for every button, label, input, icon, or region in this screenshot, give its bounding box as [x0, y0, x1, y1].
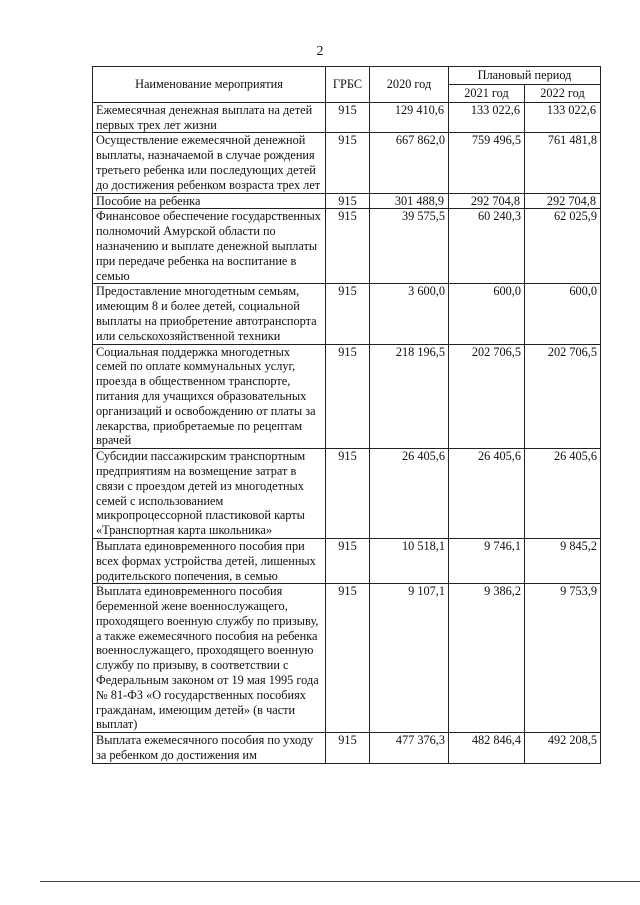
amount-2022: 492 208,5: [525, 733, 601, 764]
table-row: [93, 209, 601, 284]
amount-2022: 761 481,8: [525, 133, 601, 193]
table-row: [93, 584, 601, 733]
table-row: [93, 102, 601, 133]
grbs-code: 915: [326, 193, 370, 209]
activity-name: Предоставление многодетным семьям, имеющим 8 и более детей, социальной выплаты на приобретение автотранспорта или сельскохозяйственной техники: [93, 284, 326, 344]
activity-name: Выплата ежемесячного пособия по уходу за ребенком до достижения им: [93, 733, 326, 764]
activity-name: Ежемесячная денежная выплата на детей первых трех лет жизни: [93, 102, 326, 133]
amount-2022: 62 025,9: [525, 209, 601, 284]
amount-2020: 218 196,5: [370, 344, 449, 449]
amount-2020: 9 107,1: [370, 584, 449, 733]
amount-2021: 292 704,8: [449, 193, 525, 209]
amount-2021: 133 022,6: [449, 102, 525, 133]
grbs-code: 915: [326, 538, 370, 583]
page-number: 2: [316, 44, 324, 59]
amount-2021: 202 706,5: [449, 344, 525, 449]
grbs-code: 915: [326, 133, 370, 193]
header-grbs: ГРБС: [326, 67, 370, 103]
activity-name: Субсидии пассажирским транспортным предприятиям на возмещение затрат в связи с проездом детей из многодетных семей с использованием микропроцессорной пластиковой карты «Транспортная карта школьника»: [93, 449, 326, 539]
amount-2020: 10 518,1: [370, 538, 449, 583]
grbs-code: 915: [326, 449, 370, 539]
table-row: [93, 538, 601, 583]
amount-2020: 3 600,0: [370, 284, 449, 344]
amount-2021: 9 746,1: [449, 538, 525, 583]
amount-2022: 9 845,2: [525, 538, 601, 583]
amount-2021: 9 386,2: [449, 584, 525, 733]
amount-2021: 60 240,3: [449, 209, 525, 284]
activity-name: Выплата единовременного пособия при всех формах устройства детей, лишенных родительского попечения, в семью: [93, 538, 326, 583]
header-year-2021: 2021 год: [449, 85, 525, 103]
table-row: [93, 449, 601, 539]
activity-name: Пособие на ребенка: [93, 193, 326, 209]
grbs-code: 915: [326, 584, 370, 733]
header-planning-period: Плановый период: [449, 67, 601, 85]
amount-2022: 9 753,9: [525, 584, 601, 733]
activity-name: Финансовое обеспечение государственных полномочий Амурской области по назначению и выплате денежной выплаты при передаче ребенка на воспитание в семью: [93, 209, 326, 284]
grbs-code: 915: [326, 209, 370, 284]
grbs-code: 915: [326, 733, 370, 764]
header-activity-name: Наименование мероприятия: [93, 67, 326, 103]
header-year-2020: 2020 год: [370, 67, 449, 103]
activity-name: Осуществление ежемесячной денежной выплаты, назначаемой в случае рождения третьего ребенка или последующих детей до достижения ребенком возраста трех лет: [93, 133, 326, 193]
table-row: [93, 133, 601, 193]
amount-2022: 292 704,8: [525, 193, 601, 209]
amount-2022: 600,0: [525, 284, 601, 344]
page-bottom-edge: [40, 881, 640, 882]
table-row: [93, 284, 601, 344]
amount-2020: 301 488,9: [370, 193, 449, 209]
activities-table: [92, 66, 601, 764]
activity-name: Выплата единовременного пособия беременной жене военнослужащего, проходящего военную службу по призыву, а также ежемесячного пособия на ребенка военнослужащего, проходящего военную службу по призыву, в соответствии с Федеральным законом от 19 мая 1995 года № 81-ФЗ «О государственных пособиях гражданам, имеющим детей» (в части выплат): [93, 584, 326, 733]
amount-2022: 26 405,6: [525, 449, 601, 539]
amount-2020: 667 862,0: [370, 133, 449, 193]
amount-2020: 26 405,6: [370, 449, 449, 539]
activity-name: Социальная поддержка многодетных семей по оплате коммунальных услуг, проезда в общественном транспорте, питания для учащихся образовательных организаций и освобождению от платы за лекарства, приобретаемые по рецептам врачей: [93, 344, 326, 449]
amount-2021: 600,0: [449, 284, 525, 344]
grbs-code: 915: [326, 102, 370, 133]
amount-2021: 759 496,5: [449, 133, 525, 193]
amount-2020: 39 575,5: [370, 209, 449, 284]
amount-2022: 133 022,6: [525, 102, 601, 133]
amount-2021: 26 405,6: [449, 449, 525, 539]
table-row: [93, 733, 601, 764]
table-header: [93, 67, 601, 103]
table-row: [93, 193, 601, 209]
header-year-2022: 2022 год: [525, 85, 601, 103]
grbs-code: 915: [326, 344, 370, 449]
amount-2020: 129 410,6: [370, 102, 449, 133]
amount-2020: 477 376,3: [370, 733, 449, 764]
amount-2022: 202 706,5: [525, 344, 601, 449]
grbs-code: 915: [326, 284, 370, 344]
table-row: [93, 344, 601, 449]
amount-2021: 482 846,4: [449, 733, 525, 764]
